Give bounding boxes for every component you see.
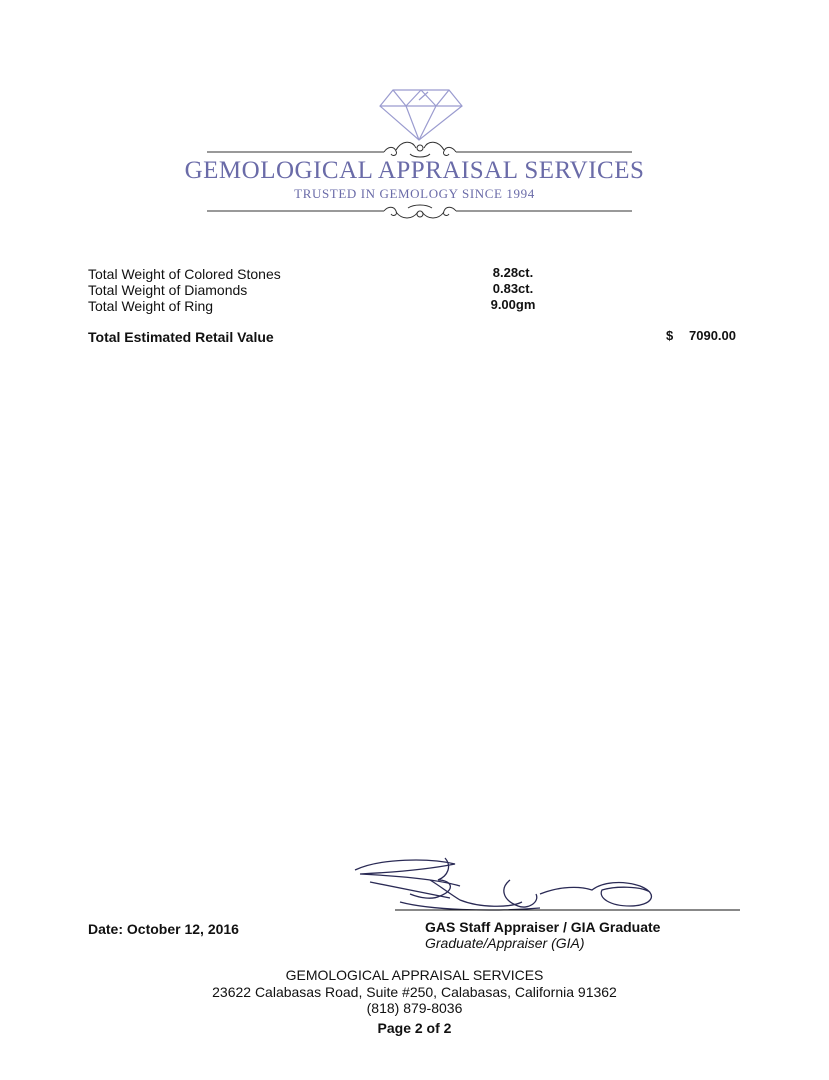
top-ornament — [207, 142, 632, 157]
ring-weight-value: 9.00gm — [490, 297, 536, 312]
company-name: GEMOLOGICAL APPRAISAL SERVICES — [184, 157, 645, 184]
signature-graphic — [340, 850, 750, 920]
footer-company: GEMOLOGICAL APPRAISAL SERVICES — [285, 967, 544, 983]
appraiser-subtitle: Graduate/Appraiser (GIA) — [425, 935, 585, 951]
colored-stones-weight-value: 8.28ct. — [492, 265, 534, 280]
page-number: Page 2 of 2 — [377, 1020, 452, 1036]
total-value-amount: 7090.00 — [689, 328, 736, 343]
diamond-icon — [380, 90, 462, 140]
bottom-ornament — [207, 205, 632, 218]
footer-address: 23622 Calabasas Road, Suite #250, Calabasas, California 91362 — [212, 984, 617, 1000]
appraisal-date: Date: October 12, 2016 — [88, 921, 239, 937]
total-value-currency: $ — [666, 328, 674, 343]
footer-phone: (818) 879-8036 — [366, 1000, 463, 1016]
diamonds-weight-value: 0.83ct. — [492, 281, 534, 296]
total-value-label: Total Estimated Retail Value — [88, 329, 274, 345]
appraiser-title: GAS Staff Appraiser / GIA Graduate — [425, 919, 661, 935]
diamonds-weight-label: Total Weight of Diamonds — [88, 282, 248, 298]
company-tagline: TRUSTED IN GEMOLOGY SINCE 1994 — [294, 186, 535, 201]
colored-stones-weight-label: Total Weight of Colored Stones — [88, 266, 281, 282]
ring-weight-label: Total Weight of Ring — [88, 298, 214, 314]
